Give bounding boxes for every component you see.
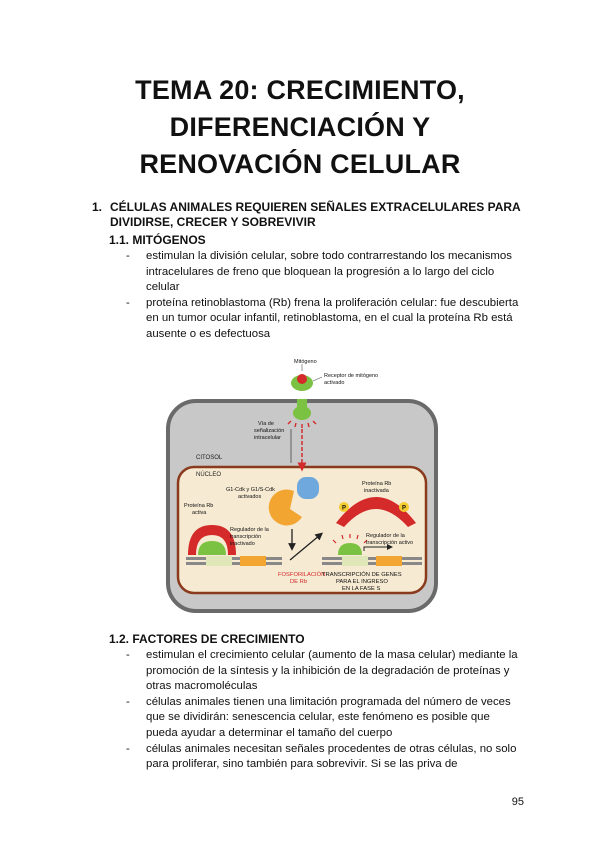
svg-text:intracelular: intracelular: [254, 435, 281, 441]
label-cdk: G1-Cdk y G1/S-Cdk: [226, 487, 275, 493]
list-item: - estimulan la división celular, sobre todo contrarrestando los mecanismos intracelulares de freno que bloquean la progresión a lo largo del ciclo celular: [126, 250, 512, 294]
svg-text:DE Rb: DE Rb: [290, 579, 308, 585]
list-item: - estimulan el crecimiento celular (aumento de la masa celular) mediante la promoción de la síntesis y la inhibición de la degradación de proteínas y otras macromoléculas: [126, 649, 518, 693]
svg-text:activado: activado: [324, 380, 345, 386]
list-item: - células animales necesitan señales procedentes de otras células, no solo para proliferar, sino también para sobrevivir. Si se las priva de: [126, 742, 517, 771]
list-item: - proteína retinoblastoma (Rb) frena la proliferación celular: fue descubierta en un tumor ocular infantil, retinoblastoma, en el cual la proteína Rb está ausente o es defectuosa: [126, 296, 519, 340]
page-title: TEMA 20: CRECIMIENTO, DIFERENCIACIÓN Y RENOVACIÓN CELULAR: [135, 75, 465, 179]
svg-text:PARA EL INGRESO: PARA EL INGRESO: [336, 579, 388, 585]
svg-text:transcripción: transcripción: [230, 534, 262, 540]
label-pathway: Vía de: [258, 421, 274, 427]
rb-pathway-figure: [166, 355, 438, 615]
svg-text:P: P: [342, 505, 347, 512]
label-phosphorylation: FOSFORILACIÓN: [278, 572, 326, 578]
label-cytosol: CITOSOL: [196, 455, 223, 461]
page-number: 95: [511, 796, 524, 808]
label-rb-active: Proteína Rb: [184, 503, 214, 509]
section-heading-line: CÉLULAS ANIMALES REQUIEREN SEÑALES EXTRACELULARES PARA: [110, 200, 521, 214]
label-regulator-inactive: Regulador de la: [230, 527, 269, 533]
factores-list: [126, 648, 521, 773]
svg-text:transcripción activo: transcripción activo: [366, 540, 414, 546]
svg-text:EN LA FASE S: EN LA FASE S: [342, 586, 381, 592]
label-mitogen: Mitógeno: [294, 359, 317, 365]
svg-text:inactivada: inactivada: [364, 488, 389, 494]
section-heading-line: DIVIDIRSE, CRECER Y SOBREVIVIR: [110, 215, 316, 229]
label-receptor: Receptor de mitógeno: [324, 373, 379, 379]
svg-text:P: P: [402, 505, 407, 512]
label-regulator-active: Regulador de la: [366, 533, 405, 539]
section-number: 1.: [92, 200, 103, 214]
list-item: - células animales tienen una limitación programada del número de veces que se dividirán: senescencia celular, este fenómeno es posible que pueda ayudar a determinar el tamaño del cuerpo: [126, 695, 511, 739]
label-nucleus: NÚCLEO: [196, 472, 222, 478]
subsection-heading-mitogenos: 1.1. MITÓGENOS: [109, 233, 206, 247]
svg-text:activados: activados: [238, 494, 262, 500]
label-transcription: TRANSCRIPCIÓN DE GENES: [322, 572, 402, 578]
svg-text:señalización: señalización: [254, 428, 285, 434]
mitogen-icon: [297, 374, 307, 384]
figure-svg: [166, 355, 438, 615]
svg-text:activa: activa: [192, 510, 207, 516]
svg-text:inactivado: inactivado: [230, 541, 255, 547]
label-rb-inactive: Proteína Rb: [362, 481, 392, 487]
subsection-heading-factores: 1.2. FACTORES DE CRECIMIENTO: [109, 632, 305, 646]
mitogenos-list: [126, 249, 521, 343]
